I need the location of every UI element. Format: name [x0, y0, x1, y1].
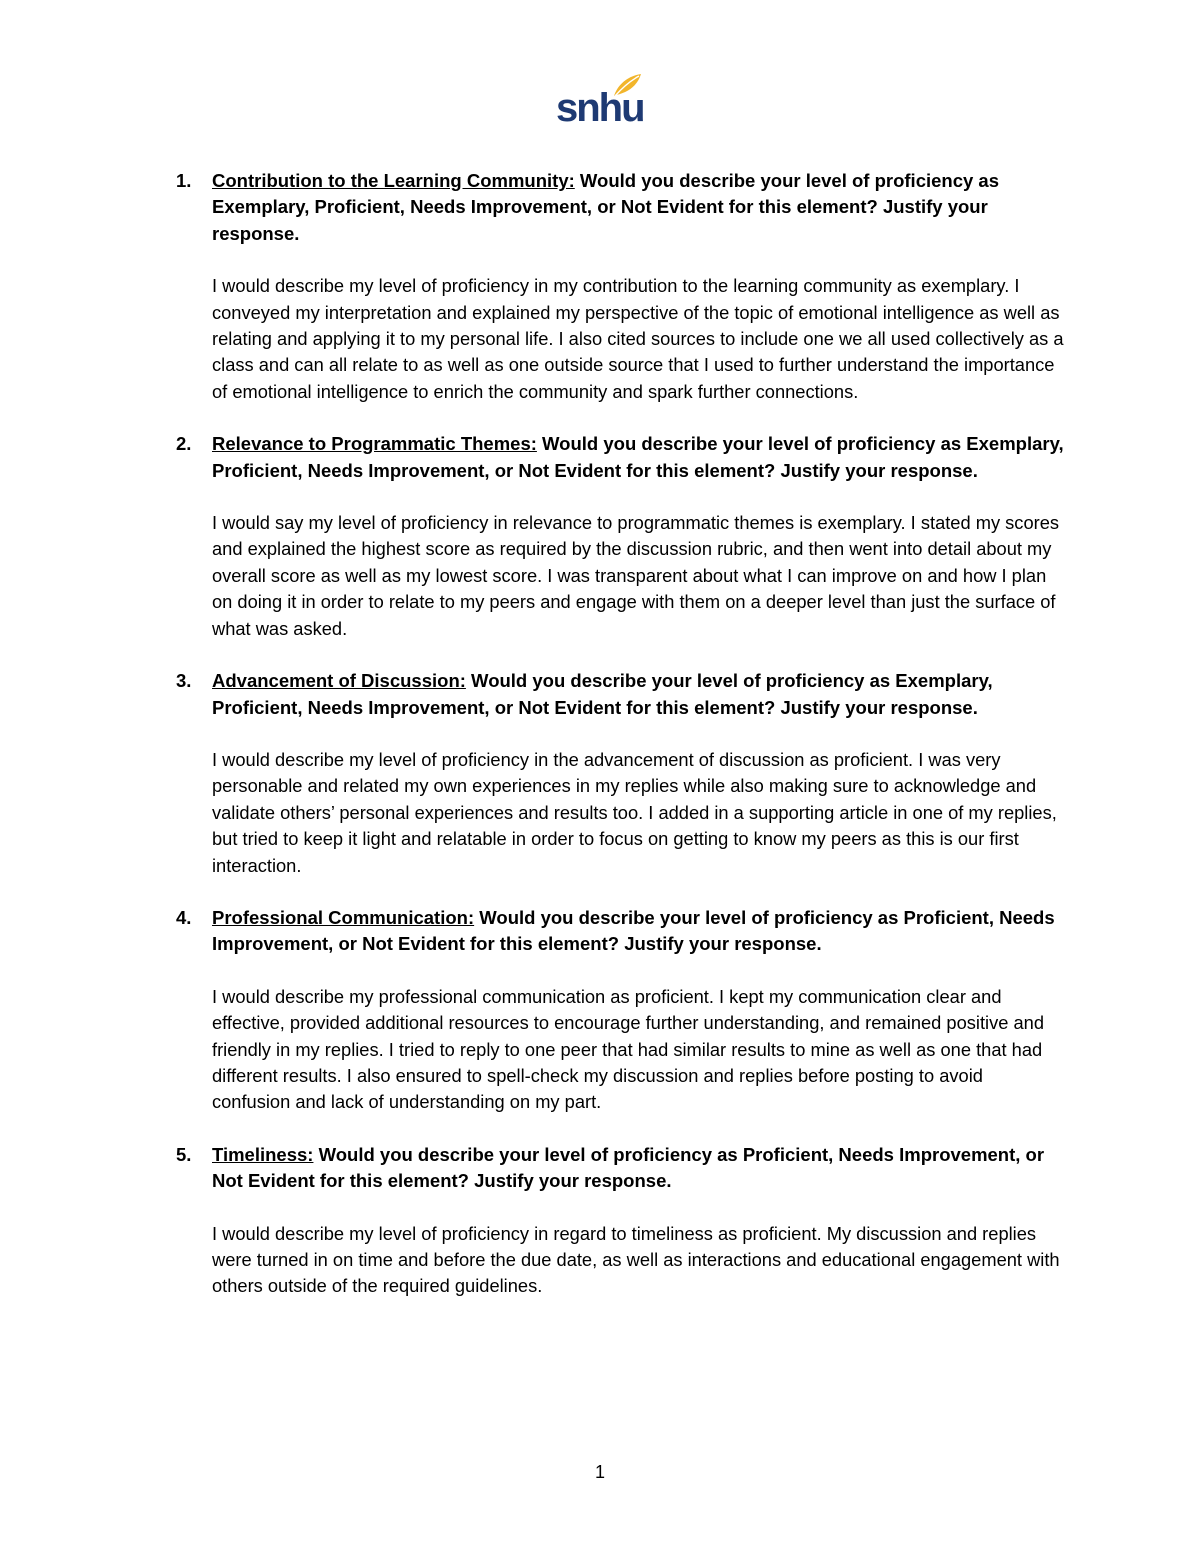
item-number: 2.	[176, 433, 192, 455]
page-number: 1	[594, 1462, 605, 1482]
question-text	[212, 168, 1066, 247]
list-item	[176, 1142, 1066, 1300]
answer-paragraph: I would say my level of proficiency in relevance to programmatic themes is exemplary. I stated my scores and explained the highest score as required by the discussion rubric, and then went into detail about my overall score as well as my lowest score. I was transparent about what I can improve on and how I plan on doing it in order to relate to my peers and engage with them on a deeper level than just the surface of what was asked.	[212, 512, 1060, 639]
question-text	[212, 431, 1066, 484]
item-number: 3.	[176, 670, 192, 692]
question-text	[212, 1142, 1066, 1195]
question-label: Timeliness:	[212, 1143, 314, 1165]
question-body: Would you describe your level of proficiency as Proficient, Needs Improvement, or Not Evident for this element? Justify your response.	[212, 906, 1055, 955]
question-label: Contribution to the Learning Community:	[212, 170, 575, 191]
question-label: Professional Communication:	[212, 906, 475, 928]
answer-paragraph: I would describe my level of proficiency in regard to timeliness as proficient. My discussion and replies were turned in on time and before the due date, as well as interactions and educational engagement with others outside of the required guidelines.	[212, 1222, 1060, 1297]
question-text	[212, 905, 1066, 958]
snhu-logo	[556, 72, 644, 134]
logo-wordmark: snhu	[556, 86, 644, 130]
question-text	[212, 668, 1066, 721]
question-body: Would you describe your level of proficiency as Exemplary, Proficient, Needs Improvement, or Not Evident for this element? Justify your response.	[212, 170, 1000, 244]
list-item	[176, 431, 1066, 642]
list-item	[176, 668, 1066, 879]
list-item	[176, 905, 1066, 1116]
question-label: Relevance to Programmatic Themes:	[212, 433, 537, 455]
item-number: 1.	[176, 170, 192, 191]
question-list	[176, 168, 1066, 1326]
question-label: Advancement of Discussion:	[212, 670, 466, 692]
question-body: Would you describe your level of proficiency as Proficient, Needs Improvement, or Not Evident for this element? Justify your response.	[212, 1143, 1045, 1192]
item-number: 4.	[176, 906, 192, 928]
answer-paragraph: I would describe my professional communication as proficient. I kept my communication clear and effective, provided additional resources to encourage further understanding, and remained positive and friendly in my replies. I tried to reply to one peer that had similar results to mine as well as one that had different results. I also ensured to spell-check my discussion and replies before posting to avoid confusion and lack of understanding on my part.	[212, 985, 1044, 1113]
list-item	[176, 168, 1066, 405]
answer-paragraph: I would describe my level of proficiency in the advancement of discussion as proficient. I was very personable and related my own experiences in my replies while also making sure to acknowledge and validate others’ personal experiences and results too. I added in a supporting article in one of my replies, but tried to keep it light and relatable in order to focus on getting to know my peers as this is our first interaction.	[212, 748, 1057, 876]
question-body: Would you describe your level of proficiency as Exemplary, Proficient, Needs Improvement, or Not Evident for this element? Justify your response.	[212, 433, 1064, 481]
answer-paragraph: I would describe my level of proficiency in my contribution to the learning community as exemplary. I conveyed my interpretation and explained my perspective of the topic of emotional intelligence as well as relating and applying it to my personal life. I also cited sources to include one we all used collectively as a class and can all relate to as well as one outside source that I used to further understand the importance of emotional intelligence to enrich the community and spark further connections.	[212, 275, 1064, 402]
question-body: Would you describe your level of proficiency as Exemplary, Proficient, Needs Improvement, or Not Evident for this element? Justify your response.	[212, 670, 993, 718]
item-number: 5.	[176, 1143, 192, 1165]
